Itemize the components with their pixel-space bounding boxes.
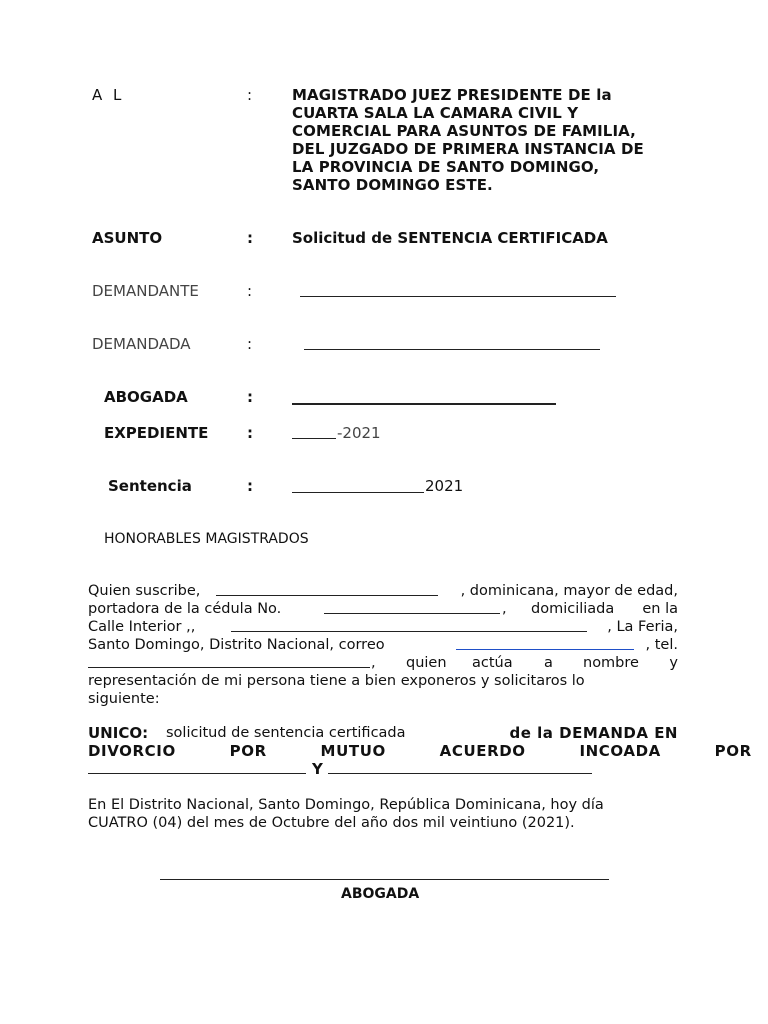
to-colon: : [247,86,253,104]
text-comma-2: , [371,655,376,671]
asunto-label: ASUNTO [92,229,163,247]
expediente-label: EXPEDIENTE [104,424,209,442]
party-2-blank [328,761,592,774]
demandante-colon: : [247,282,253,300]
address-blank [231,619,587,632]
text-comma: , [502,601,507,617]
text-quien-suscribe: Quien suscribe, [88,583,201,599]
unico-text: solicitud de sentencia certificada [166,725,406,741]
text-la-feria: , La Feria, [607,619,678,635]
unico-demanda: de la DEMANDA EN [509,724,678,742]
text-tel: , tel. [645,637,678,653]
sentencia-year: 2021 [425,477,464,495]
demandante-blank-line [300,296,616,297]
expediente-colon: : [247,424,253,442]
phone-blank [88,655,370,668]
unico-label: UNICO: [88,724,149,742]
addressee-line: DEL JUZGADO DE PRIMERA INSTANCIA DE [292,140,644,158]
text-a: a [544,655,553,671]
demandada-colon: : [247,335,253,353]
demandada-label: DEMANDADA [92,335,191,353]
text-y: y [669,655,678,671]
text-santo-domingo-correo: Santo Domingo, Distrito Nacional, correo [88,637,385,653]
addressee-block [292,86,712,194]
body-paragraph-date [88,796,678,832]
party-1-blank [88,761,306,774]
demandada-blank-line [304,349,600,350]
addressee-line: LA PROVINCIA DE SANTO DOMINGO, [292,158,600,176]
email-blank [456,637,634,650]
text-calle-interior: Calle Interior ,, [88,619,196,635]
abogada-colon: : [247,388,253,406]
asunto-value: Solicitud de SENTENCIA CERTIFICADA [292,229,608,247]
unico-divorcio: DIVORCIO POR MUTUO ACUERDO INCOADA POR [88,742,752,760]
text-cedula: portadora de la cédula No. [88,601,282,617]
body-paragraph-1 [88,582,678,708]
cedula-blank [324,601,500,614]
date-line-1: En El Distrito Nacional, Santo Domingo, República Dominicana, hoy día [88,797,604,813]
text-siguiente: siguiente: [88,691,160,707]
expediente-blank-line [292,438,336,439]
abogada-blank-line [292,403,556,405]
text-en-la: en la [642,601,678,617]
addressee-line: SANTO DOMINGO ESTE. [292,176,493,194]
addressee-line: CUARTA SALA LA CAMARA CIVIL Y [292,104,579,122]
body-paragraph-unico [88,724,752,778]
signature-line [160,879,609,880]
text-nationality: , dominicana, mayor de edad, [460,583,678,599]
addressee-line: MAGISTRADO JUEZ PRESIDENTE DE la [292,86,612,104]
text-representacion: representación de mi persona tiene a bien exponeros y solicitaros lo [88,673,585,689]
signature-label: ABOGADA [341,886,420,902]
salutation: HONORABLES MAGISTRADOS [104,531,309,547]
abogada-label: ABOGADA [104,388,188,406]
addressee-line: COMERCIAL PARA ASUNTOS DE FAMILIA, [292,122,636,140]
text-domiciliada: domiciliada [531,601,615,617]
name-blank [216,583,438,596]
text-nombre: nombre [583,655,639,671]
text-y-conjunction: Y [312,760,323,778]
text-actua: actúa [472,655,513,671]
demandante-label: DEMANDANTE [92,282,199,300]
sentencia-blank-line [292,492,424,493]
text-quien: quien [406,655,447,671]
sentencia-label: Sentencia [108,477,192,495]
date-line-2: CUATRO (04) del mes de Octubre del año dos mil veintiuno (2021). [88,815,575,831]
asunto-colon: : [247,229,253,247]
to-label: A L [92,86,125,104]
expediente-year: -2021 [337,424,381,442]
sentencia-colon: : [247,477,253,495]
